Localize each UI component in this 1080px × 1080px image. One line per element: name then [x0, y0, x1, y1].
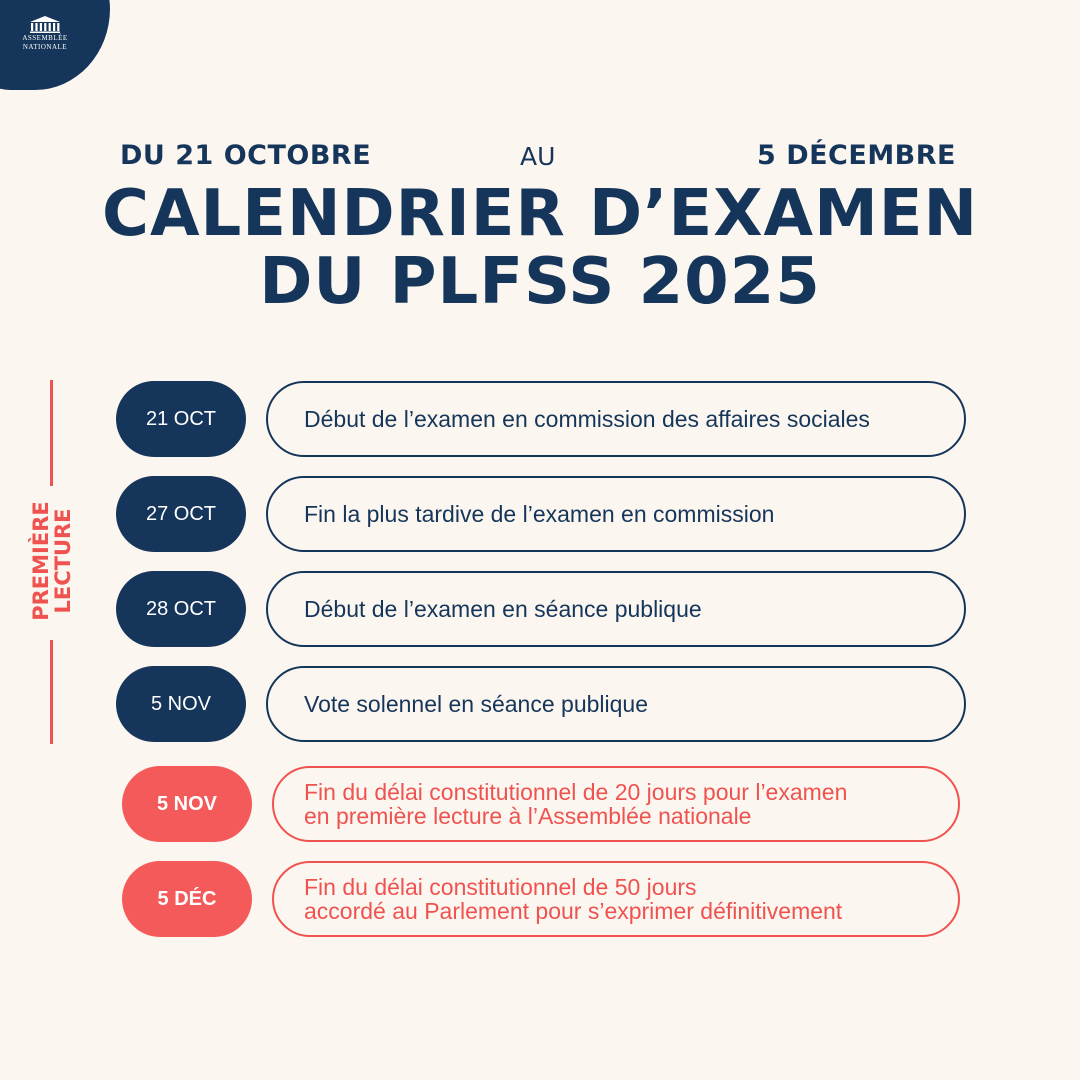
date-pill: 27 OCT [116, 476, 246, 552]
page-title-line2: DU PLFSS 2025 [259, 245, 821, 319]
side-label-line2: LECTURE [51, 508, 75, 614]
event-text: Vote solennel en séance publique [304, 691, 649, 717]
deadline-date-pill: 5 NOV [122, 766, 252, 842]
deadline-description [272, 861, 960, 937]
hemicycle-icon [28, 14, 62, 34]
logo-text-line2: NATIONALE [22, 43, 68, 51]
range-separator: AU [520, 142, 556, 171]
event-description [266, 571, 966, 647]
event-description [266, 381, 966, 457]
date-pill: 28 OCT [116, 571, 246, 647]
deadline-description [272, 766, 960, 842]
page-title [0, 177, 1080, 319]
event-text: Début de l’examen en séance publique [304, 596, 702, 622]
range-end: 5 DÉCEMBRE [757, 140, 956, 171]
event-description [266, 666, 966, 742]
deadline-text-line2: accordé au Parlement pour s’exprimer définitivement [304, 898, 843, 924]
event-text: Début de l’examen en commission des affaires sociales [304, 406, 870, 432]
range-start: DU 21 OCTOBRE [120, 140, 372, 171]
side-divider-bottom [50, 640, 53, 744]
date-pill: 21 OCT [116, 381, 246, 457]
deadline-text-line2: en première lecture à l’Assemblée nationale [304, 803, 752, 829]
page-title-line1: CALENDRIER D’EXAMEN [101, 177, 979, 251]
event-text: Fin la plus tardive de l’examen en commission [304, 501, 775, 527]
deadline-text-line1: Fin du délai constitutionnel de 20 jours pour l’examen [304, 779, 848, 805]
deadline-text-line1: Fin du délai constitutionnel de 50 jours [304, 874, 697, 900]
side-divider-top [50, 380, 53, 486]
deadline-date-pill: 5 DÉC [122, 861, 252, 937]
side-label-line1: PREMIÈRE [29, 501, 53, 621]
date-range [120, 140, 956, 176]
side-label [22, 486, 82, 636]
event-description [266, 476, 966, 552]
logo-text-line1: ASSEMBLÉE [22, 34, 68, 42]
date-pill: 5 NOV [116, 666, 246, 742]
assemblee-nationale-logo [12, 14, 78, 52]
